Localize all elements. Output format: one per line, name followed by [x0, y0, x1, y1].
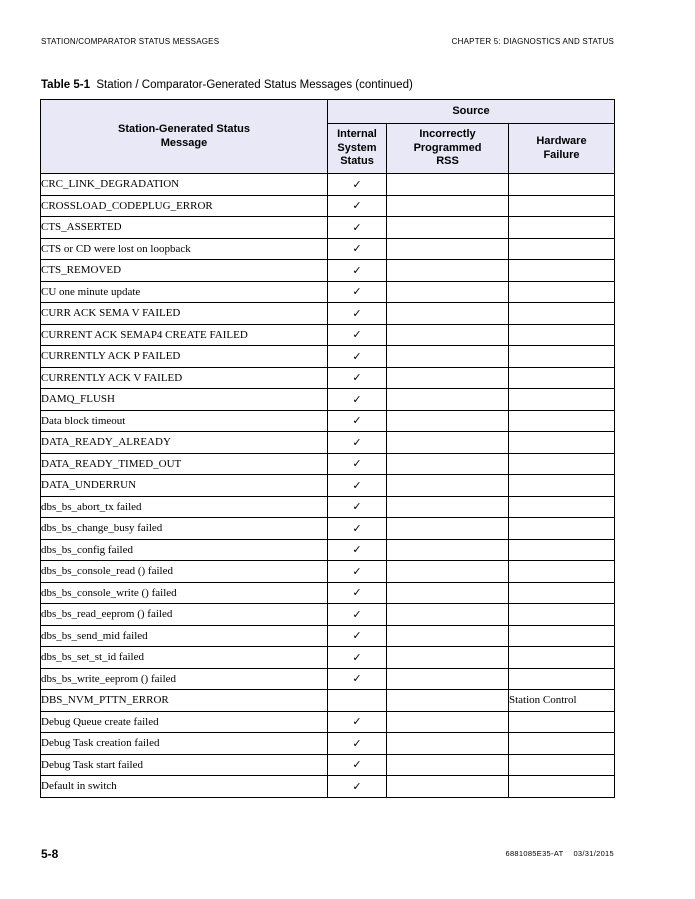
incorrect-rss-cell — [387, 754, 509, 776]
table-row — [41, 238, 615, 260]
hardware-failure-cell — [509, 195, 615, 217]
incorrect-rss-cell — [387, 238, 509, 260]
internal-status-cell: ✓ — [328, 539, 387, 561]
doc-date: 03/31/2015 — [573, 849, 614, 858]
incorrect-rss-cell — [387, 174, 509, 196]
message-cell: Debug Task creation failed — [41, 733, 328, 755]
internal-status-cell: ✓ — [328, 367, 387, 389]
hardware-failure-cell — [509, 303, 615, 325]
table-row — [41, 453, 615, 475]
hardware-failure-cell — [509, 260, 615, 282]
incorrect-rss-cell — [387, 647, 509, 669]
internal-status-cell: ✓ — [328, 518, 387, 540]
hardware-failure-cell — [509, 432, 615, 454]
hardware-failure-cell — [509, 776, 615, 798]
message-cell: CRC_LINK_DEGRADATION — [41, 174, 328, 196]
hardware-failure-cell: Station Control — [509, 690, 615, 712]
hardware-failure-cell — [509, 668, 615, 690]
hardware-failure-cell — [509, 453, 615, 475]
message-cell: CURRENTLY ACK V FAILED — [41, 367, 328, 389]
message-cell: CU one minute update — [41, 281, 328, 303]
table-row — [41, 367, 615, 389]
internal-status-cell: ✓ — [328, 604, 387, 626]
status-messages-table — [40, 99, 615, 798]
incorrect-rss-cell — [387, 432, 509, 454]
table-row — [41, 582, 615, 604]
incorrect-rss-cell — [387, 582, 509, 604]
incorrect-rss-cell — [387, 668, 509, 690]
incorrect-rss-cell — [387, 690, 509, 712]
table-caption — [41, 79, 413, 91]
incorrect-rss-cell — [387, 561, 509, 583]
table-body — [41, 174, 615, 798]
message-cell: CURR ACK SEMA V FAILED — [41, 303, 328, 325]
incorrect-rss-cell — [387, 625, 509, 647]
internal-status-cell: ✓ — [328, 496, 387, 518]
message-cell: dbs_bs_read_eeprom () failed — [41, 604, 328, 626]
footer-doc-info — [505, 849, 614, 858]
internal-status-cell: ✓ — [328, 346, 387, 368]
table-row — [41, 346, 615, 368]
message-cell: CTS_REMOVED — [41, 260, 328, 282]
internal-status-cell: ✓ — [328, 324, 387, 346]
table-row — [41, 496, 615, 518]
table-row — [41, 217, 615, 239]
incorrect-rss-cell — [387, 389, 509, 411]
hardware-failure-cell — [509, 410, 615, 432]
table-row — [41, 281, 615, 303]
message-cell: DAMQ_FLUSH — [41, 389, 328, 411]
internal-status-cell: ✓ — [328, 217, 387, 239]
table-caption-text: Station / Comparator-Generated Status Messages (continued) — [96, 79, 413, 91]
internal-status-cell: ✓ — [328, 410, 387, 432]
header-incorrectly-programmed-rss: Incorrectly Programmed RSS — [387, 124, 509, 174]
running-header-right: CHAPTER 5: DIAGNOSTICS AND STATUS — [451, 37, 614, 46]
header-internal-system-status: Internal System Status — [328, 124, 387, 174]
message-cell: dbs_bs_abort_tx failed — [41, 496, 328, 518]
table-row — [41, 174, 615, 196]
table-row — [41, 432, 615, 454]
incorrect-rss-cell — [387, 324, 509, 346]
message-cell: Data block timeout — [41, 410, 328, 432]
internal-status-cell: ✓ — [328, 733, 387, 755]
message-cell: DATA_READY_ALREADY — [41, 432, 328, 454]
table-row — [41, 625, 615, 647]
message-cell: DATA_READY_TIMED_OUT — [41, 453, 328, 475]
hardware-failure-cell — [509, 625, 615, 647]
table-row — [41, 518, 615, 540]
hardware-failure-cell — [509, 475, 615, 497]
table-row — [41, 754, 615, 776]
incorrect-rss-cell — [387, 539, 509, 561]
page-number: 5-8 — [41, 847, 59, 861]
message-cell: CURRENT ACK SEMAP4 CREATE FAILED — [41, 324, 328, 346]
hardware-failure-cell — [509, 496, 615, 518]
internal-status-cell: ✓ — [328, 582, 387, 604]
incorrect-rss-cell — [387, 217, 509, 239]
hardware-failure-cell — [509, 539, 615, 561]
message-cell: Default in switch — [41, 776, 328, 798]
internal-status-cell: ✓ — [328, 453, 387, 475]
internal-status-cell: ✓ — [328, 561, 387, 583]
hardware-failure-cell — [509, 346, 615, 368]
internal-status-cell: ✓ — [328, 475, 387, 497]
table-row — [41, 303, 615, 325]
internal-status-cell — [328, 690, 387, 712]
table-row — [41, 539, 615, 561]
internal-status-cell: ✓ — [328, 711, 387, 733]
hardware-failure-cell — [509, 647, 615, 669]
message-cell: Debug Task start failed — [41, 754, 328, 776]
incorrect-rss-cell — [387, 260, 509, 282]
hardware-failure-cell — [509, 582, 615, 604]
table-row — [41, 647, 615, 669]
internal-status-cell: ✓ — [328, 174, 387, 196]
hardware-failure-cell — [509, 238, 615, 260]
incorrect-rss-cell — [387, 711, 509, 733]
internal-status-cell: ✓ — [328, 647, 387, 669]
table-row — [41, 389, 615, 411]
table-row — [41, 324, 615, 346]
internal-status-cell: ✓ — [328, 303, 387, 325]
incorrect-rss-cell — [387, 518, 509, 540]
message-cell: CURRENTLY ACK P FAILED — [41, 346, 328, 368]
message-cell: dbs_bs_send_mid failed — [41, 625, 328, 647]
table-row — [41, 733, 615, 755]
message-cell: dbs_bs_config failed — [41, 539, 328, 561]
hardware-failure-cell — [509, 281, 615, 303]
table-caption-label: Table 5-1 — [41, 79, 90, 91]
internal-status-cell: ✓ — [328, 432, 387, 454]
internal-status-cell: ✓ — [328, 389, 387, 411]
message-cell: DBS_NVM_PTTN_ERROR — [41, 690, 328, 712]
hardware-failure-cell — [509, 174, 615, 196]
message-cell: CTS_ASSERTED — [41, 217, 328, 239]
incorrect-rss-cell — [387, 496, 509, 518]
table-row — [41, 561, 615, 583]
internal-status-cell: ✓ — [328, 776, 387, 798]
table-row — [41, 475, 615, 497]
incorrect-rss-cell — [387, 733, 509, 755]
table-row — [41, 195, 615, 217]
incorrect-rss-cell — [387, 475, 509, 497]
hardware-failure-cell — [509, 389, 615, 411]
table-row — [41, 260, 615, 282]
table-row — [41, 776, 615, 798]
table-row — [41, 711, 615, 733]
incorrect-rss-cell — [387, 346, 509, 368]
message-cell: dbs_bs_console_write () failed — [41, 582, 328, 604]
incorrect-rss-cell — [387, 281, 509, 303]
table-row — [41, 410, 615, 432]
internal-status-cell: ✓ — [328, 281, 387, 303]
table-row — [41, 668, 615, 690]
hardware-failure-cell — [509, 217, 615, 239]
message-cell: CROSSLOAD_CODEPLUG_ERROR — [41, 195, 328, 217]
running-header-left: STATION/COMPARATOR STATUS MESSAGES — [41, 37, 220, 46]
message-cell: dbs_bs_set_st_id failed — [41, 647, 328, 669]
internal-status-cell: ✓ — [328, 260, 387, 282]
incorrect-rss-cell — [387, 410, 509, 432]
internal-status-cell: ✓ — [328, 195, 387, 217]
incorrect-rss-cell — [387, 604, 509, 626]
header-source: Source — [328, 100, 615, 124]
message-cell: DATA_UNDERRUN — [41, 475, 328, 497]
doc-number: 6881085E35-AT — [505, 849, 564, 858]
table-row — [41, 690, 615, 712]
message-cell: Debug Queue create failed — [41, 711, 328, 733]
hardware-failure-cell — [509, 733, 615, 755]
header-station-message: Station-Generated Status Message — [41, 100, 328, 174]
hardware-failure-cell — [509, 367, 615, 389]
hardware-failure-cell — [509, 711, 615, 733]
table-row — [41, 604, 615, 626]
incorrect-rss-cell — [387, 453, 509, 475]
internal-status-cell: ✓ — [328, 754, 387, 776]
internal-status-cell: ✓ — [328, 238, 387, 260]
message-cell: dbs_bs_change_busy failed — [41, 518, 328, 540]
message-cell: dbs_bs_write_eeprom () failed — [41, 668, 328, 690]
hardware-failure-cell — [509, 604, 615, 626]
message-cell: CTS or CD were lost on loopback — [41, 238, 328, 260]
incorrect-rss-cell — [387, 195, 509, 217]
header-hardware-failure: Hardware Failure — [509, 124, 615, 174]
incorrect-rss-cell — [387, 776, 509, 798]
hardware-failure-cell — [509, 518, 615, 540]
hardware-failure-cell — [509, 324, 615, 346]
hardware-failure-cell — [509, 754, 615, 776]
message-cell: dbs_bs_console_read () failed — [41, 561, 328, 583]
incorrect-rss-cell — [387, 367, 509, 389]
hardware-failure-cell — [509, 561, 615, 583]
incorrect-rss-cell — [387, 303, 509, 325]
internal-status-cell: ✓ — [328, 668, 387, 690]
internal-status-cell: ✓ — [328, 625, 387, 647]
